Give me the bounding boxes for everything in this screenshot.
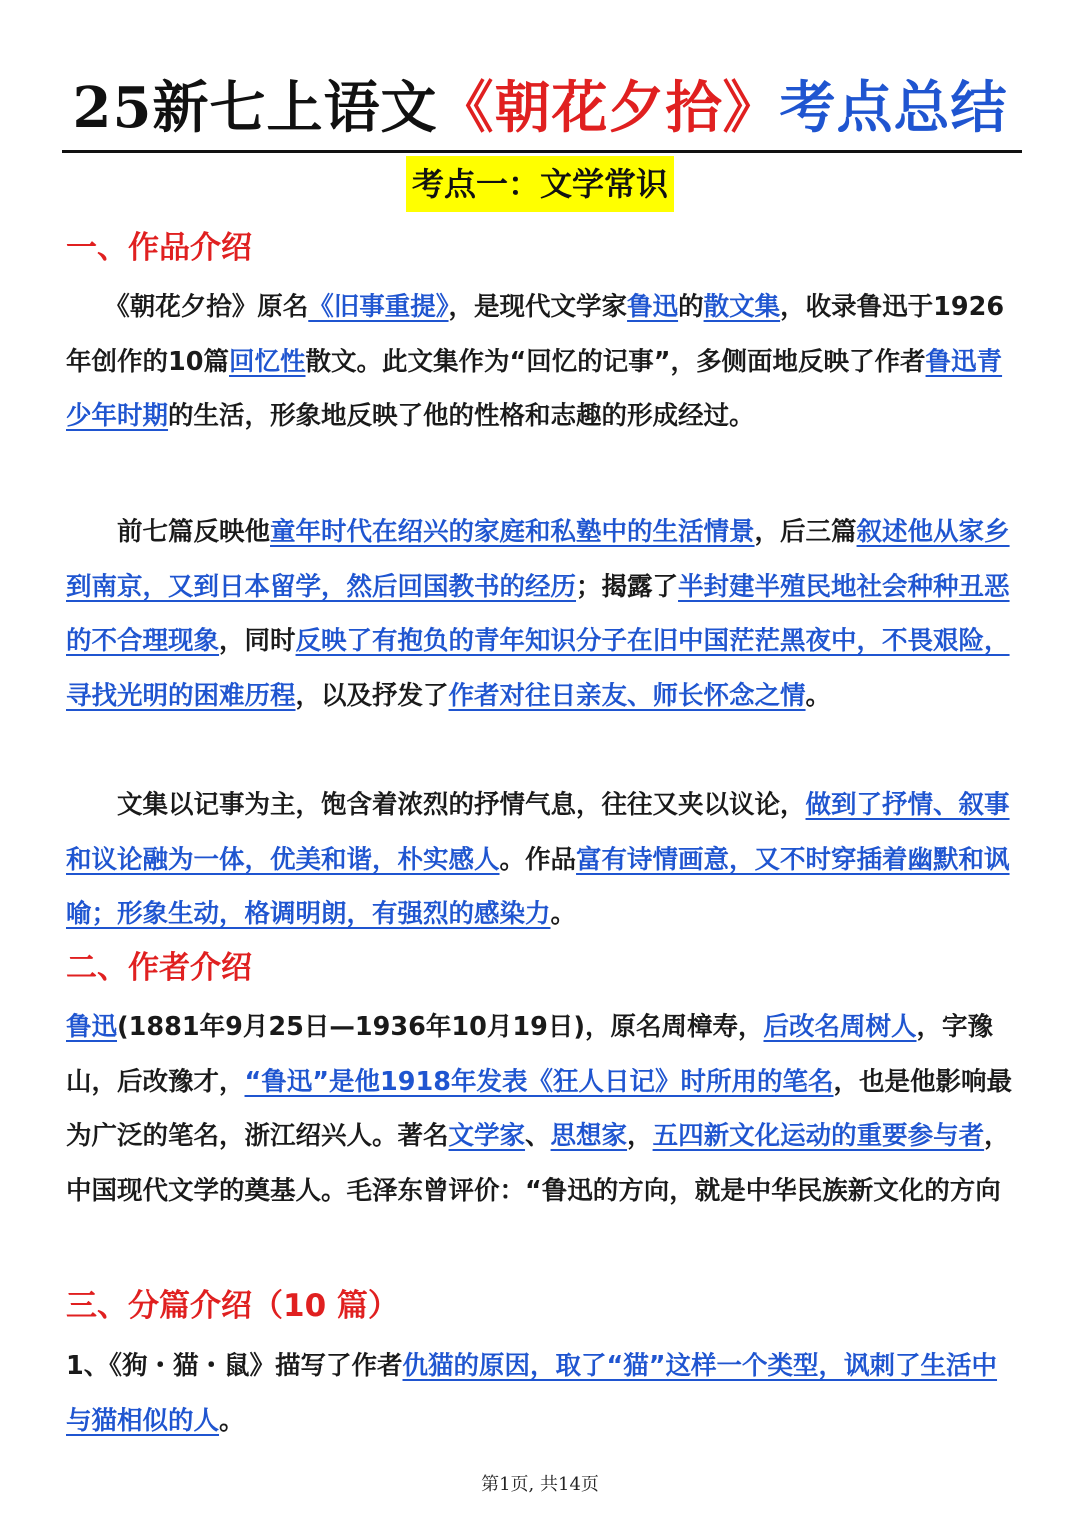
page-number: 第1页, 共14页 (481, 1474, 599, 1495)
section-heading-works: 一、作品介绍 (66, 230, 252, 266)
title-suffix: 考点总结 (779, 75, 1008, 141)
section-heading-chapters: 三、分篇介绍（10 篇） (66, 1288, 399, 1324)
paragraph-author: 鲁迅(1881年9月25日—1936年10月19日)，原名周樟寿，后改名周树人，字豫山，后改豫才，“鲁迅”是他1918年发表《狂人日记》时所用的笔名，也是他影响最为广泛的笔名，浙江绍兴人。著名文学家、思想家，五四新文化运动的重要参与者，中国现代文学的奠基人。毛泽东曾评价：“鲁迅的方向，就是中华民族新文化的方向 (66, 1012, 1013, 1206)
paragraph-chapter-1: 1、《狗・猫・鼠》描写了作者仇猫的原因，取了“猫”这样一个类型，讽刺了生活中与猫相似的人。 (66, 1351, 998, 1436)
kaodian-label: 考点一：文学常识 (406, 156, 674, 212)
page-title (0, 68, 1080, 148)
paragraph-works-intro: 《朝花夕拾》原名《旧事重提》，是现代文学家鲁迅的散文集，收录鲁迅于1926年创作的10篇回忆性散文。此文集作为“回忆的记事”，多侧面地反映了作者鲁迅青少年时期的生活，形象地反映了他的性格和志趣的形成经过。 (66, 292, 1005, 431)
paragraph-works-content: 前七篇反映他童年时代在绍兴的家庭和私塾中的生活情景，后三篇叙述他从家乡到南京，又到日本留学，然后回国教书的经历；揭露了半封建半殖民地社会种种丑恶的不合理现象，同时反映了有抱负的青年知识分子在旧中国茫茫黑夜中，不畏艰险，寻找光明的困难历程，以及抒发了作者对往日亲友、师长怀念之情。 (66, 517, 1010, 711)
paragraph-works-style: 文集以记事为主，饱含着浓烈的抒情气息，往往又夹以议论，做到了抒情、叙事和议论融为一体，优美和谐，朴实感人。作品富有诗情画意，又不时穿插着幽默和讽喻；形象生动，格调明朗，有强烈的感染力。 (66, 790, 1010, 929)
title-divider (62, 150, 1022, 153)
title-book-name: 《朝花夕拾》 (437, 75, 780, 141)
title-text: 25新七上语文 (72, 75, 438, 141)
section-heading-author: 二、作者介绍 (66, 950, 252, 986)
